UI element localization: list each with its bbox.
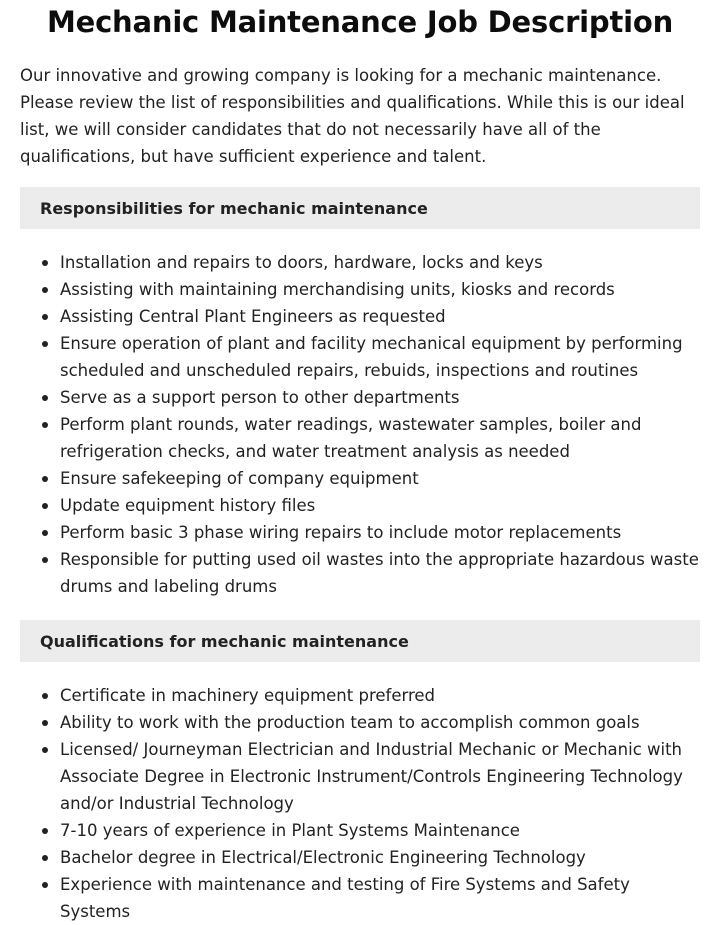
intro-paragraph: Our innovative and growing company is looking for a mechanic maintenance. Please review the list of responsibilities and qualifications. While this is our ideal list, we will consider candidates that do not necessarily have all of the qualifications, but have sufficient experience and talent. <box>20 66 685 166</box>
responsibility-item: Ensure operation of plant and facility mechanical equipment by performing scheduled and unscheduled repairs, rebuids, inspections and routines <box>20 330 700 384</box>
responsibilities-heading: Responsibilities for mechanic maintenance <box>40 198 428 218</box>
responsibility-item: Responsible for putting used oil wastes into the appropriate hazardous waste drums and labeling drums <box>20 546 700 600</box>
qualifications-header <box>20 620 700 662</box>
responsibility-item: Perform basic 3 phase wiring repairs to include motor replacements <box>20 519 700 546</box>
qualification-item: Experience with maintenance and testing of Fire Systems and Safety Systems <box>20 871 700 925</box>
qualifications-heading: Qualifications for mechanic maintenance <box>40 631 409 651</box>
responsibility-item: Ensure safekeeping of company equipment <box>20 465 700 492</box>
responsibility-item: Serve as a support person to other departments <box>20 384 700 411</box>
qualification-item: Licensed/ Journeyman Electrician and Industrial Mechanic or Mechanic with Associate Degree in Electronic Instrument/Controls Engineering Technology and/or Industrial Technology <box>20 736 700 817</box>
qualification-item: 7-10 years of experience in Plant Systems Maintenance <box>20 817 700 844</box>
responsibility-item: Update equipment history files <box>20 492 700 519</box>
page-title: Mechanic Maintenance Job Description <box>46 5 674 39</box>
qualification-item: Ability to work with the production team to accomplish common goals <box>20 709 700 736</box>
qualification-item: Certificate in machinery equipment preferred <box>20 682 700 709</box>
responsibilities-list <box>20 249 700 600</box>
responsibilities-header <box>20 187 700 229</box>
responsibility-item: Installation and repairs to doors, hardware, locks and keys <box>20 249 700 276</box>
responsibility-item: Assisting Central Plant Engineers as requested <box>20 303 700 330</box>
qualifications-list <box>20 682 700 925</box>
responsibility-item: Assisting with maintaining merchandising units, kiosks and records <box>20 276 700 303</box>
responsibility-item: Perform plant rounds, water readings, wastewater samples, boiler and refrigeration checks, and water treatment analysis as needed <box>20 411 700 465</box>
qualification-item: Bachelor degree in Electrical/Electronic Engineering Technology <box>20 844 700 871</box>
